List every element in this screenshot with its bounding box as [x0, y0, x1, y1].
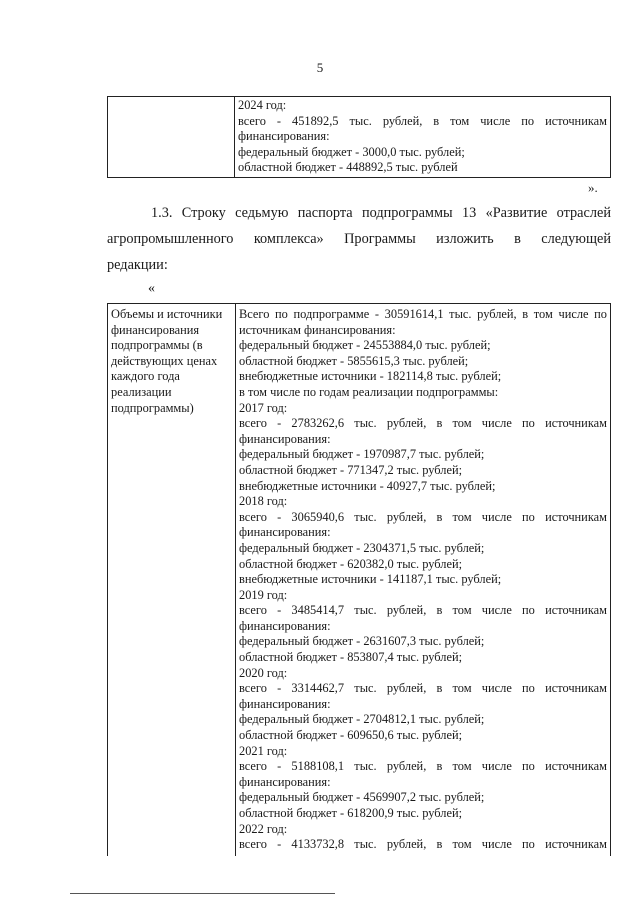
footer-divider [70, 893, 335, 894]
year-2019-federal: федеральный бюджет - 2631607,3 тыс. рублей; [239, 634, 485, 649]
year-2021-federal: федеральный бюджет - 4569907,2 тыс. рублей; [239, 790, 485, 805]
year-2024-cell [235, 97, 611, 178]
year-2018-label: 2018 год: [239, 494, 288, 509]
year-2024-federal: федеральный бюджет - 3000,0 тыс. рублей; [238, 144, 465, 159]
year-2022-label: 2022 год: [239, 821, 288, 836]
year-2020-sources: финансирования: [239, 696, 331, 711]
year-2017-label: 2017 год: [239, 400, 288, 415]
year-2021-regional: областной бюджет - 618200,9 тыс. рублей; [239, 806, 463, 820]
year-2020-regional: областной бюджет - 609650,6 тыс. рублей; [239, 728, 463, 743]
year-2024-sources: финансирования: [238, 129, 330, 143]
year-2018-total: всего - 3065940,6 тыс. рублей, в том числе по источникам [239, 509, 607, 524]
year-2017-sources: финансирования: [239, 431, 331, 446]
year-2021-sources: финансирования: [239, 774, 331, 789]
intro-total: Всего по подпрограмме - 30591614,1 тыс. рублей, в том числе по [239, 307, 607, 321]
intro-sources: источникам финансирования: [239, 322, 396, 337]
amendment-paragraph [107, 200, 611, 278]
year-2017-federal: федеральный бюджет - 1970987,7 тыс. рублей; [239, 447, 485, 462]
intro-by-years: в том числе по годам реализации подпрограммы: [239, 384, 499, 399]
intro-regional: областной бюджет - 5855615,3 тыс. рублей; [239, 353, 469, 368]
year-2020-federal: федеральный бюджет - 2704812,1 тыс. рублей; [239, 712, 485, 727]
intro-federal: федеральный бюджет - 24553884,0 тыс. рублей; [239, 338, 491, 353]
year-2019-label: 2019 год: [239, 587, 288, 602]
financing-label-cell: Объемы и источники финансирования подпрограммы (в действующих ценах каждого года реализации подпрограммы) [108, 304, 236, 856]
year-2019-regional: областной бюджет - 853807,4 тыс. рублей; [239, 650, 463, 665]
paragraph-line-1: 1.3. Строку седьмую паспорта подпрограммы 13 «Развитие отраслей [151, 205, 611, 221]
year-2024-label: 2024 год: [238, 98, 287, 112]
subprogram-financing-table [107, 303, 611, 856]
financing-values-cell [236, 304, 611, 856]
year-2021-total: всего - 5188108,1 тыс. рублей, в том числе по источникам [239, 759, 607, 774]
year-2017-total: всего - 2783262,6 тыс. рублей, в том числе по источникам [239, 416, 607, 431]
year-2018-regional: областной бюджет - 620382,0 тыс. рублей; [239, 556, 463, 571]
page-number: 5 [316, 60, 324, 75]
opening-quote: « [148, 281, 155, 296]
continued-financing-table [107, 96, 611, 178]
paragraph-line-2: агропромышленного комплекса» Программы изложить в следующей [107, 231, 611, 247]
year-2018-federal: федеральный бюджет - 2304371,5 тыс. рублей; [239, 540, 485, 555]
year-2022-total: всего - 4133732,8 тыс. рублей, в том числе по источникам [239, 837, 607, 852]
year-2019-sources: финансирования: [239, 618, 331, 633]
year-2017-regional: областной бюджет - 771347,2 тыс. рублей; [239, 462, 463, 477]
year-2020-total: всего - 3314462,7 тыс. рублей, в том числе по источникам [239, 681, 607, 696]
year-2018-sources: финансирования: [239, 525, 331, 540]
year-2019-total: всего - 3485414,7 тыс. рублей, в том числе по источникам [239, 603, 607, 618]
empty-left-cell [108, 97, 235, 178]
year-2020-label: 2020 год: [239, 665, 288, 680]
year-2018-extrabudget: внебюджетные источники - 141187,1 тыс. рублей; [239, 572, 502, 587]
intro-extrabudget: внебюджетные источники - 182114,8 тыс. рублей; [239, 369, 502, 384]
year-2021-label: 2021 год: [239, 743, 288, 758]
year-2024-regional: областной бюджет - 448892,5 тыс. рублей [238, 160, 458, 174]
paragraph-line-3: редакции: [107, 257, 168, 273]
year-2017-extrabudget: внебюджетные источники - 40927,7 тыс. рублей; [239, 478, 496, 493]
year-2024-total: всего - 451892,5 тыс. рублей, в том числе по источникам [238, 113, 607, 128]
closing-quote: ». [588, 180, 598, 195]
